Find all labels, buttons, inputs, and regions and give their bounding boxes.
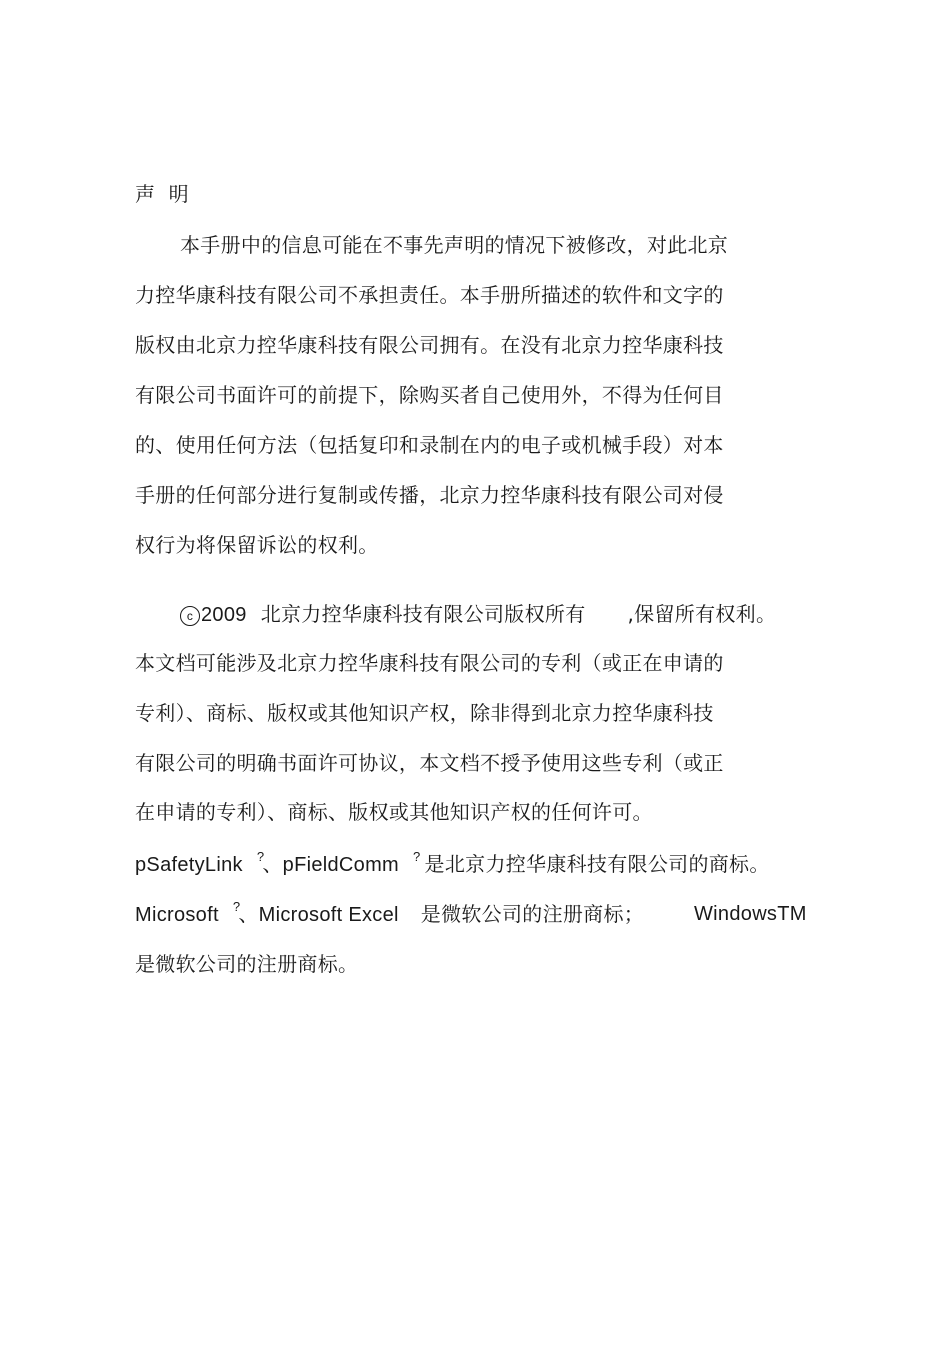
paragraph1-line: 权行为将保留诉讼的权利。 [135, 533, 379, 557]
trademark-mark: ? [256, 849, 265, 864]
trademark-mark: ? [413, 849, 421, 864]
trademark-line-1 [135, 849, 770, 879]
product-name: pFieldComm [282, 854, 400, 876]
paragraph1-line: 手册的任何部分进行复制或传播，北京力控华康科技有限公司对侵 [135, 483, 724, 507]
copyright-year: 2009 [201, 604, 247, 626]
heading: 声 明 [135, 182, 189, 206]
copyright-rights: ,保留所有权利。 [627, 602, 777, 626]
paragraph2-line: 本文档可能涉及北京力控华康科技有限公司的专利（或正在申请的 [135, 651, 724, 675]
paragraph1-line: 本手册中的信息可能在不事先声明的情况下被修改，对此北京 [180, 233, 729, 257]
copyright-owner: 北京力控华康科技有限公司版权所有 [260, 602, 586, 626]
trademark-statement: 是北京力控华康科技有限公司的商标。 [424, 852, 770, 876]
trademark-statement: 是微软公司的注册商标。 [135, 952, 359, 976]
paragraph2-line: 有限公司的明确书面许可协议，本文档不授予使用这些专利（或正 [135, 751, 724, 775]
paragraph1-line: 的、使用任何方法（包括复印和录制在内的电子或机械手段）对本 [135, 433, 724, 457]
product-name: Microsoft [135, 904, 219, 926]
copyright-icon: c [180, 606, 200, 626]
paragraph2-line: 专利）、商标、版权或其他知识产权，除非得到北京力控华康科技 [135, 701, 714, 725]
trademark-line-2 [135, 899, 645, 929]
trademark-mark: ? [232, 899, 241, 914]
paragraph1-line: 有限公司书面许可的前提下，除购买者自己使用外，不得为任何目 [135, 383, 724, 407]
product-name: WindowsTM [694, 903, 807, 925]
copyright-line [180, 602, 776, 627]
separator: 、 [262, 852, 283, 876]
paragraph1-line: 力控华康科技有限公司不承担责任。本手册所描述的软件和文字的 [135, 283, 724, 307]
paragraph2-line: 在申请的专利）、商标、版权或其他知识产权的任何许可。 [135, 800, 653, 824]
separator: 、 [238, 902, 259, 926]
paragraph1-line: 版权由北京力控华康科技有限公司拥有。在没有北京力控华康科技 [135, 333, 724, 357]
product-name: pSafetyLink [135, 854, 243, 876]
product-name: Microsoft Excel [258, 904, 399, 926]
trademark-statement: 是微软公司的注册商标； [420, 902, 645, 926]
